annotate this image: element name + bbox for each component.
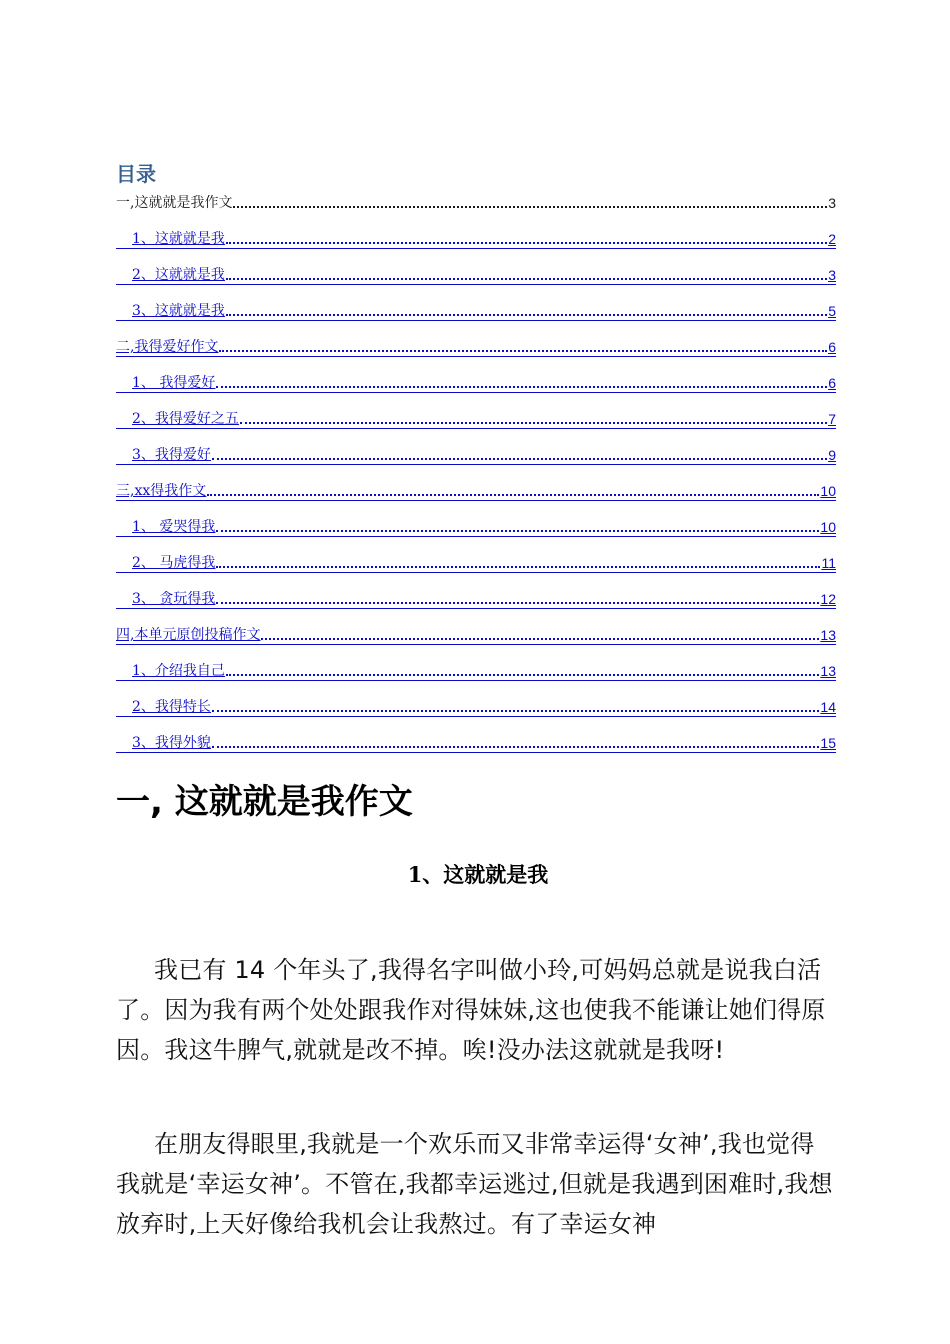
toc-page-number: 6 <box>828 339 836 355</box>
toc-title: 目录 <box>116 162 156 186</box>
toc-leader-dots <box>233 206 827 208</box>
toc-entry-label: 3、 贪玩得我 <box>132 591 216 607</box>
toc-leader-dots <box>207 494 819 496</box>
toc-entry-1-2[interactable] <box>116 264 836 285</box>
toc-entry-label: 1、这就就是我 <box>132 231 225 247</box>
body-paragraph: 我已有 14 个年头了,我得名字叫做小玲,可妈妈总就是说我白活了。因为我有两个处处跟我作对得妹妹,这也使我不能谦让她们得原因。我这牛脾气,就就是改不掉。唉!没办法这就就是我呀! <box>116 956 826 1064</box>
toc-page-number: 13 <box>820 627 836 643</box>
toc-leader-dots <box>212 710 820 712</box>
toc-entry-2-1[interactable] <box>116 372 836 393</box>
toc-entry-label: 二,我得爱好作文 <box>116 339 219 355</box>
toc-entry-section-3[interactable] <box>116 480 836 501</box>
toc-entry-label: 一,这就就是我作文 <box>116 195 233 211</box>
toc-entry-label: 2、 马虎得我 <box>132 555 216 571</box>
toc-entry-label: 2、这就就是我 <box>132 267 225 283</box>
toc-entry-label: 四,本单元原创投稿作文 <box>116 627 261 643</box>
toc-leader-dots <box>226 278 827 280</box>
toc-leader-dots <box>216 566 820 568</box>
toc-leader-dots <box>261 638 819 640</box>
toc-leader-dots <box>212 458 827 460</box>
toc-entry-1-1[interactable] <box>116 228 836 249</box>
toc-page-number: 9 <box>828 447 836 463</box>
toc-page-number: 3 <box>828 267 836 283</box>
toc-entry-label: 1、 爱哭得我 <box>132 519 216 535</box>
toc-page-number: 5 <box>828 303 836 319</box>
toc-leader-dots <box>216 530 819 532</box>
toc-page-number: 12 <box>820 591 836 607</box>
toc-leader-dots <box>212 746 820 748</box>
toc-page-number: 15 <box>820 735 836 751</box>
toc-entry-label: 三,xx得我作文 <box>116 483 207 499</box>
toc-entry-2-2[interactable] <box>116 408 836 429</box>
toc-entry-section-1[interactable] <box>116 192 836 212</box>
toc-entry-4-1[interactable] <box>116 660 836 681</box>
toc-leader-dots <box>226 314 827 316</box>
toc-page-number: 3 <box>828 195 836 211</box>
toc-entry-label: 1、介绍我自己 <box>132 663 225 679</box>
toc-page-number: 7 <box>828 411 836 427</box>
toc-entry-label: 1、 我得爱好 <box>132 375 216 391</box>
toc-page-number: 2 <box>828 231 836 247</box>
toc-leader-dots <box>216 602 819 604</box>
toc-page-number: 14 <box>820 699 836 715</box>
toc-page-number: 10 <box>820 519 836 535</box>
toc-entry-label: 3、我得外貌 <box>132 735 211 751</box>
toc-entry-3-3[interactable] <box>116 588 836 609</box>
section-heading: 一, 这就就是我作文 <box>116 782 413 822</box>
toc-leader-dots <box>226 242 827 244</box>
toc-leader-dots <box>240 422 827 424</box>
toc-page-number: 10 <box>820 483 836 499</box>
toc-entry-label: 2、我得爱好之五 <box>132 411 239 427</box>
toc-leader-dots <box>226 674 820 676</box>
toc-page-number: 13 <box>820 663 836 679</box>
toc-page-number: 11 <box>821 555 836 571</box>
toc-entry-label: 3、这就就是我 <box>132 303 225 319</box>
toc-entry-label: 3、我得爱好 <box>132 447 211 463</box>
toc-entry-3-2[interactable] <box>116 552 836 573</box>
toc-entry-4-3[interactable] <box>116 732 836 753</box>
toc-entry-label: 2、我得特长 <box>132 699 211 715</box>
toc-entry-4-2[interactable] <box>116 696 836 717</box>
toc-leader-dots <box>216 386 827 388</box>
article-title: 1、这就就是我 <box>407 862 549 887</box>
toc-leader-dots <box>219 350 827 352</box>
toc-page-number: 6 <box>828 375 836 391</box>
toc-entry-section-4[interactable] <box>116 624 836 645</box>
toc-entry-1-3[interactable] <box>116 300 836 321</box>
toc-entry-3-1[interactable] <box>116 516 836 537</box>
body-paragraph: 在朋友得眼里,我就是一个欢乐而又非常幸运得‘女神’,我也觉得我就是‘幸运女神’。不管在,我都幸运逃过,但就是我遇到困难时,我想放弃时,上天好像给我机会让我熬过。有了幸运女神 <box>116 1130 833 1238</box>
toc-entry-section-2[interactable] <box>116 336 836 357</box>
toc-entry-2-3[interactable] <box>116 444 836 465</box>
